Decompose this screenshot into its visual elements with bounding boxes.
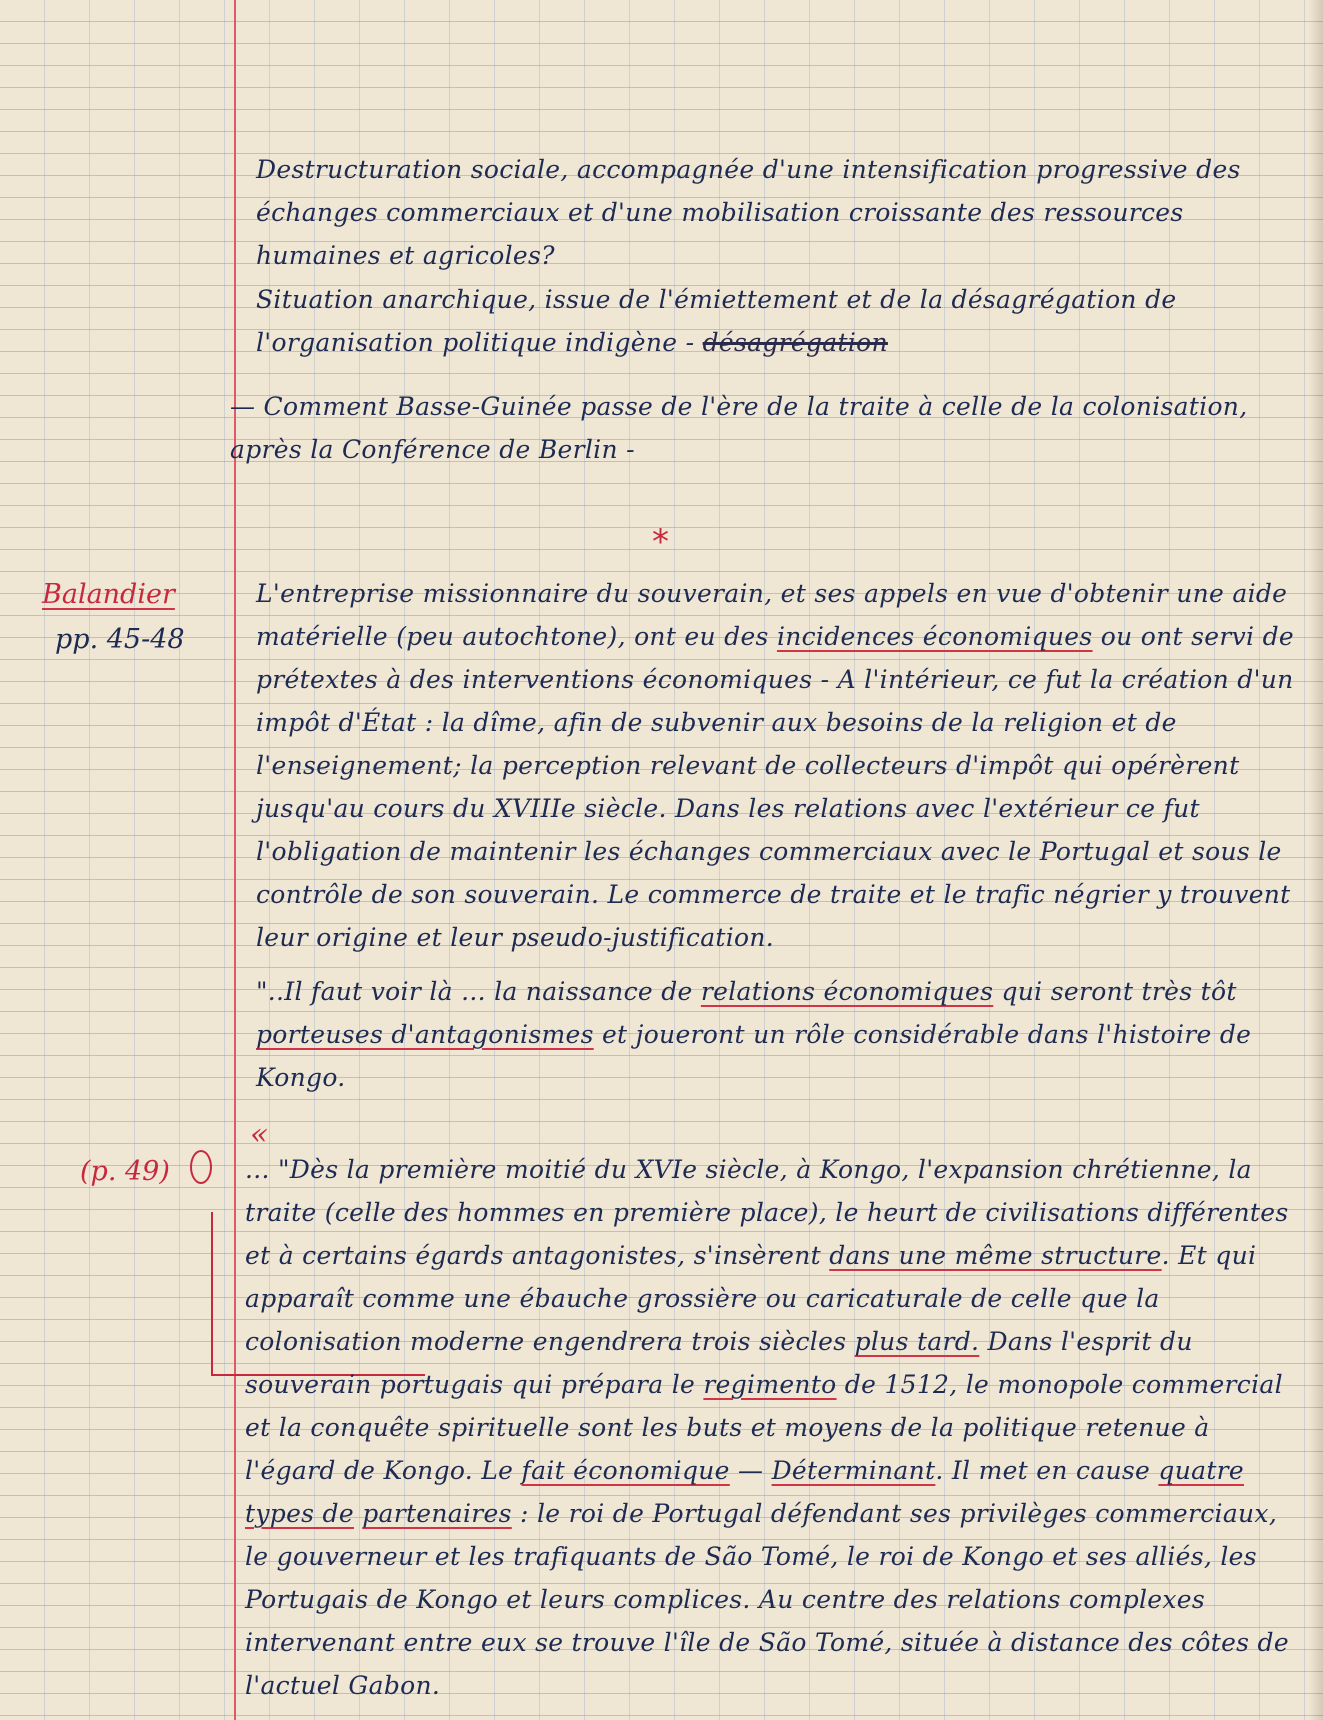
- margin-author-text: Balandier: [42, 579, 175, 610]
- text-span: qui seront très tôt: [993, 977, 1237, 1006]
- text-span: : le roi de Portugal défendant ses privilèges commerciaux, le gouverneur et les trafiquants de São Tomé, le roi de Kongo et ses alliés, les Portugais de Kongo et leurs complices. Au centre des relations complexes intervenant entre eux se trouve l'île de São Tomé, située à distance des côtes de l'actuel Gabon.: [245, 1499, 1289, 1700]
- text-span: "..Il faut voir là ... la naissance de: [256, 977, 701, 1006]
- underlined-phrase: dans une même structure: [829, 1241, 1162, 1270]
- underlined-phrase: porteuses d'antagonismes: [256, 1020, 594, 1049]
- underlined-phrase: fait économique: [521, 1456, 730, 1485]
- text-span: L'entreprise missionnaire du souverain, et ses appels en vue d'obtenir une aide matérielle (peu autochtone), ont eu des: [256, 579, 1288, 651]
- text-span: ... "Dès la première moitié du XVIe siècle, à Kongo, l'expansion chrétienne, la traite (celle des hommes en première place), le heurt de civilisations différentes et à certains égards antagonistes, s'insèrent: [245, 1155, 1289, 1270]
- underlined-phrase: quatre types de: [245, 1456, 1245, 1528]
- text-span: ou ont servi de prétextes à des interventions économiques - A l'intérieur, ce fut la création d'un impôt d'État : la dîme, afin de subvenir aux besoins de la religion et de l'enseignement; la perception relevant de collecteurs d'impôt qui opérèrent jusqu'au cours du XVIIIe siècle. Dans les relations avec l'extérieur ce fut l'obligation de maintenir les échanges commerciaux avec le Portugal et sous le contrôle de son souverain. Le commerce de traite et le trafic négrier y trouvent leur origine et leur pseudo-justification.: [256, 622, 1294, 952]
- underlined-phrase: relations économiques: [700, 977, 994, 1006]
- text-span: et joueront un rôle considérable dans l'histoire de Kongo.: [256, 1020, 1252, 1092]
- underlined-phrase: plus tard.: [854, 1327, 980, 1356]
- margin-page-ref: (p. 49): [80, 1156, 170, 1187]
- underlined-phrase: incidences économiques: [776, 622, 1093, 651]
- text-span: . Et qui apparaît comme une ébauche grossière ou caricaturale de celle que la colonisation moderne engendrera trois siècles: [245, 1241, 1257, 1356]
- text-span: Dans l'esprit du souverain portugais qui prépara le: [245, 1327, 1193, 1399]
- margin-author-balandier: [42, 575, 175, 615]
- paragraph-basse-guinee: — Comment Basse-Guinée passe de l'ère de la traite à celle de la colonisation, après la Conférence de Berlin -: [230, 392, 1248, 464]
- text-span: . Il met en cause: [935, 1456, 1159, 1485]
- paragraph-situation-anarchique: [256, 278, 1296, 364]
- red-circle-mark: [190, 1150, 212, 1184]
- red-bracket-vertical: [211, 1212, 213, 1376]
- paragraph-kongo-quote: [245, 1148, 1295, 1707]
- paragraph-relations-economiques: [256, 970, 1296, 1099]
- paragraph-entreprise-missionnaire: [256, 572, 1296, 959]
- red-margin-line: [234, 0, 236, 1720]
- text-span: [354, 1499, 362, 1528]
- paragraph-situation-text: Situation anarchique, issue de l'émiettement et de la désagrégation de l'organisation politique indigène -: [256, 285, 1177, 357]
- underlined-phrase: Déterminant: [771, 1456, 936, 1485]
- underlined-phrase: regimento: [703, 1370, 837, 1399]
- red-asterisk: *: [652, 522, 669, 562]
- page-edge-shadow: [1309, 0, 1323, 1720]
- margin-page-range: pp. 45-48: [55, 624, 185, 655]
- underlined-phrase: partenaires: [362, 1499, 512, 1528]
- text-span: —: [729, 1456, 772, 1485]
- struck-word: désagrégation: [702, 328, 888, 357]
- margin-open-quote: «: [250, 1117, 269, 1152]
- text-span: de 1512, le monopole commercial et la conquête spirituelle sont les buts et moyens de la politique retenue à l'égard de Kongo. Le: [245, 1370, 1283, 1485]
- paragraph-destructuration: Destructuration sociale, accompagnée d'une intensification progressive des échanges commerciaux et d'une mobilisation croissante des ressources humaines et agricoles?: [256, 155, 1241, 270]
